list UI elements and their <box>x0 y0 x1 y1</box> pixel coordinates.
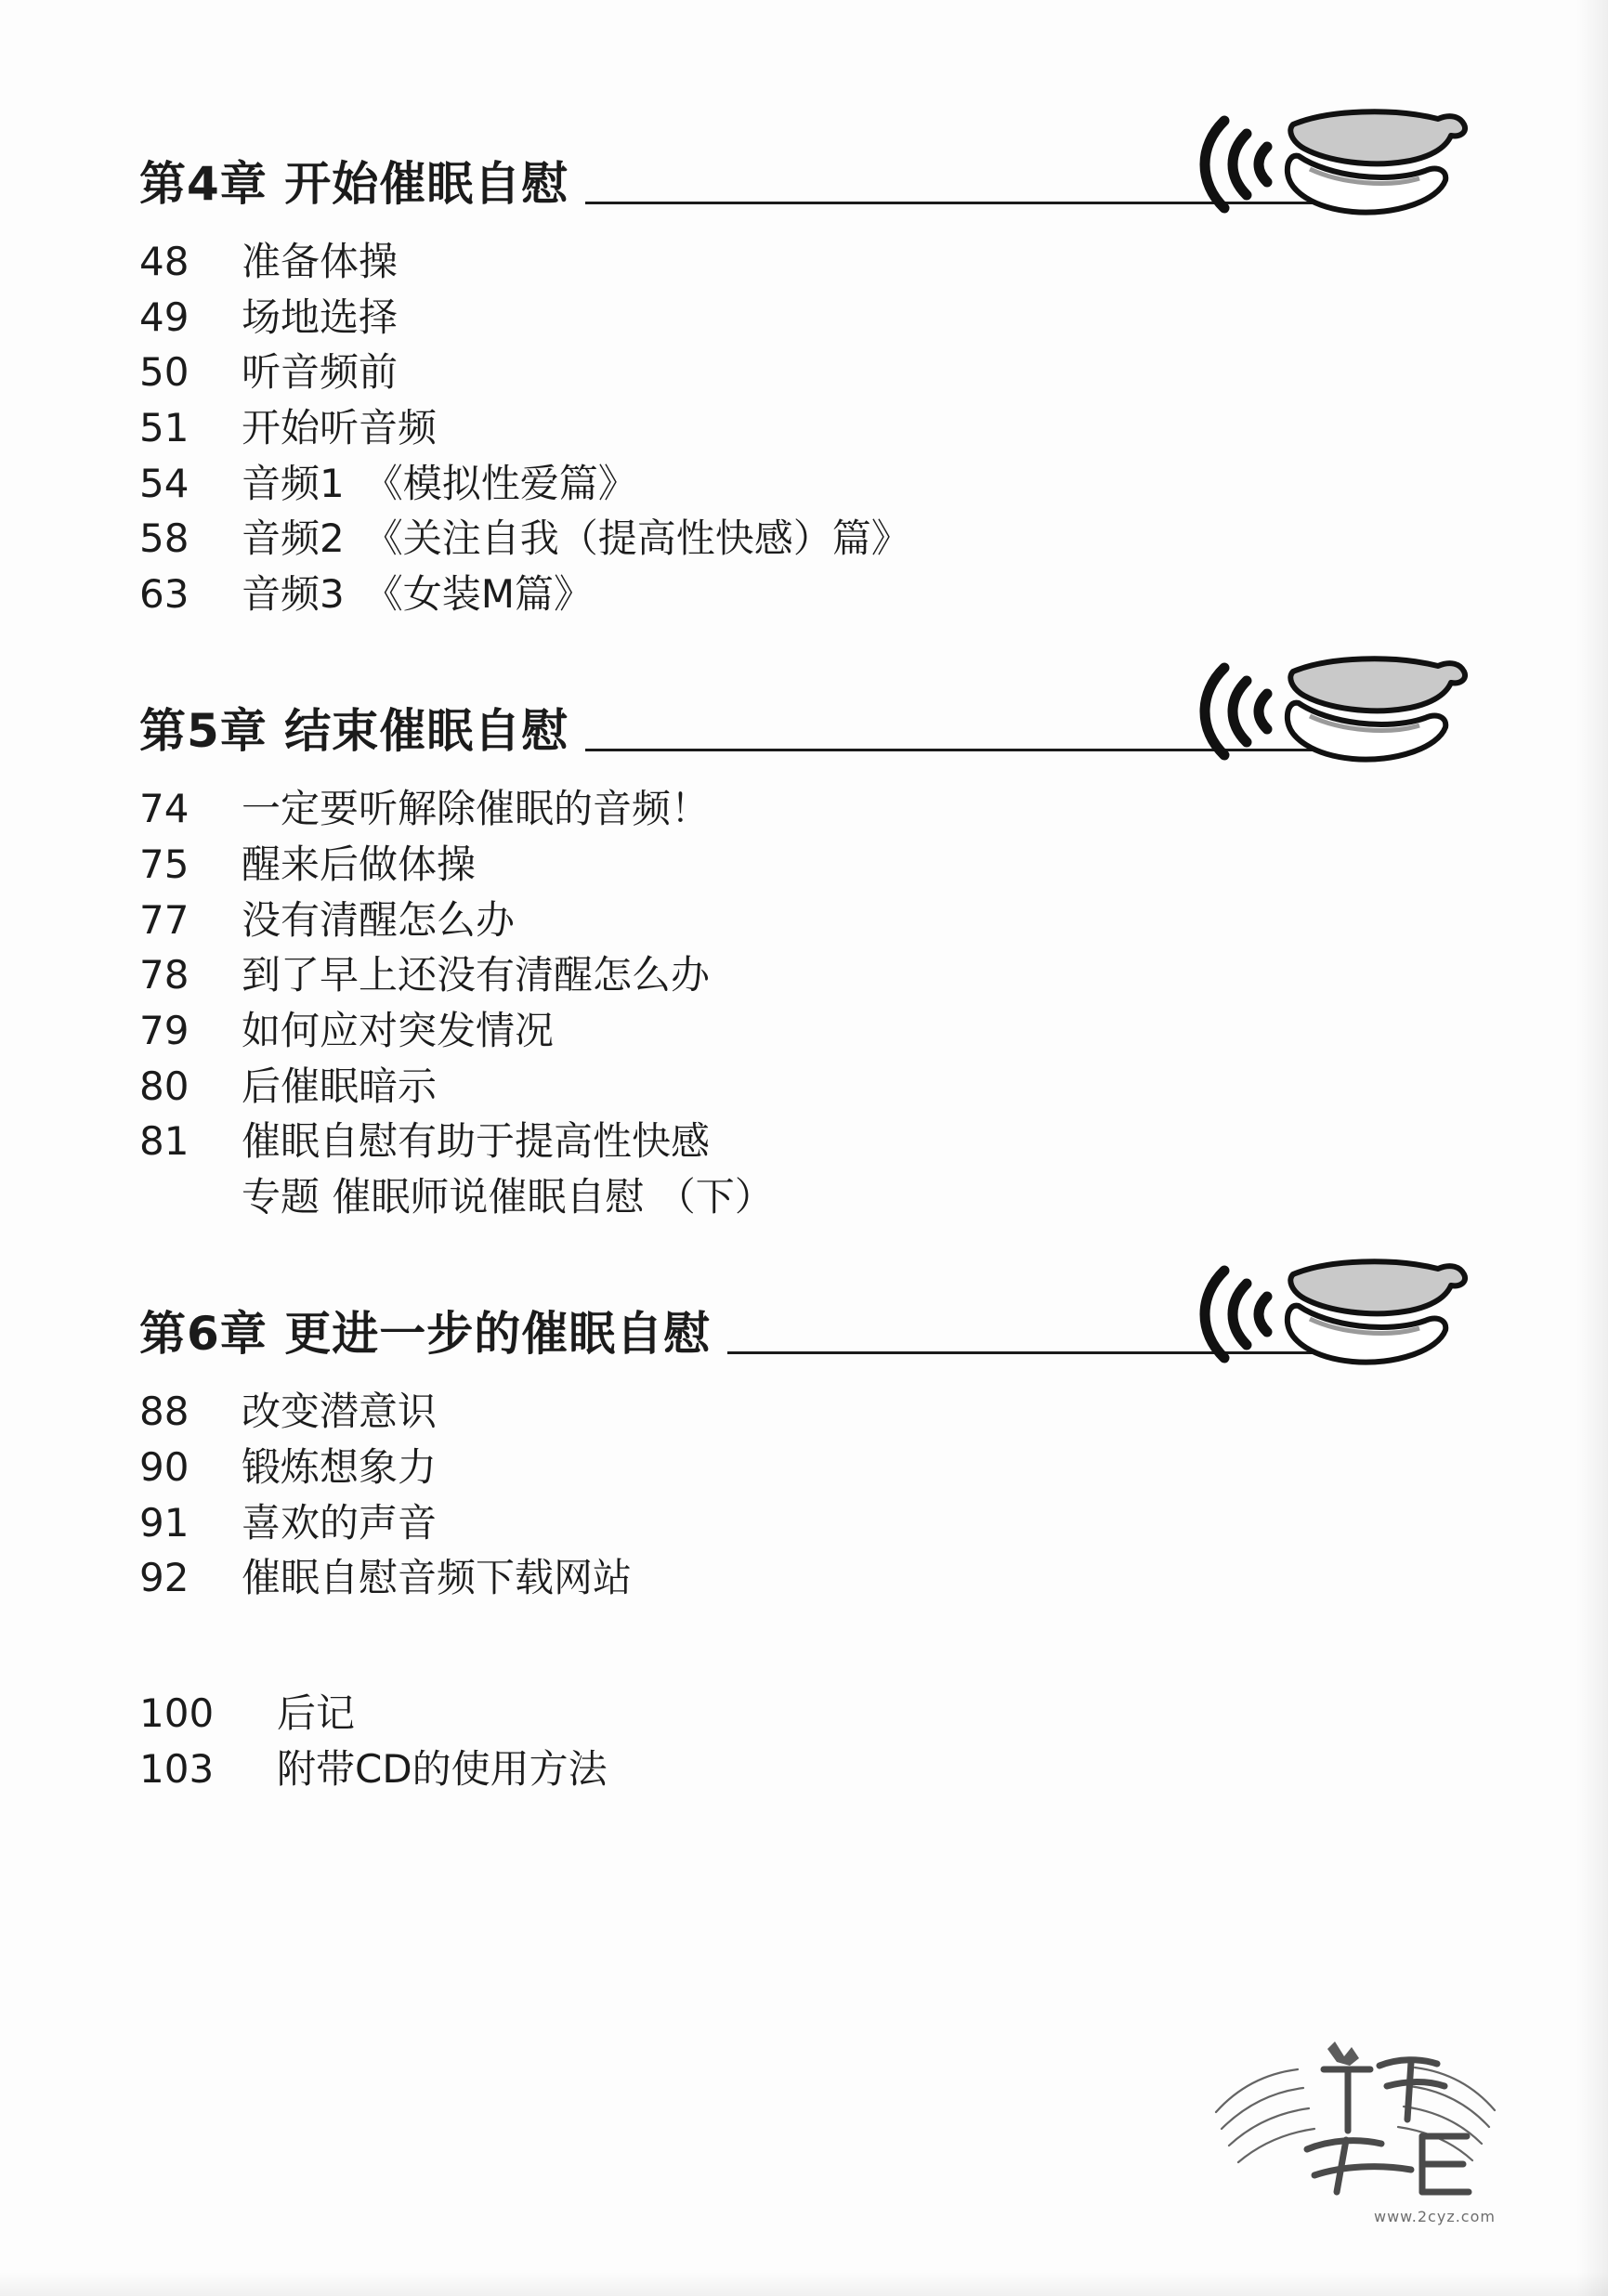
entry-page-number: 51 <box>139 404 190 450</box>
toc-entry[interactable] <box>139 781 1440 837</box>
chapter-entry-list <box>139 1384 1440 1606</box>
entry-label: 催眠自慰有助于提高性快感 <box>242 1118 711 1165</box>
toc-entry[interactable] <box>139 1742 1440 1797</box>
entry-page-number: 77 <box>139 896 190 943</box>
chapter-header <box>139 139 1440 228</box>
entry-page-number: 80 <box>139 1063 190 1109</box>
entry-label: 后记 <box>277 1689 356 1736</box>
entry-label: 改变潜意识 <box>242 1389 438 1435</box>
entry-label: 后催眠暗示 <box>242 1063 438 1109</box>
toc-entry[interactable] <box>139 837 1440 893</box>
entry-page-number: 88 <box>139 1389 190 1435</box>
entry-page-number: 92 <box>139 1555 190 1601</box>
chapter-block <box>139 1289 1440 1606</box>
entry-label: 附带CD的使用方法 <box>277 1745 608 1792</box>
entry-label: 开始听音频 <box>242 404 438 450</box>
chapter-title: 第6章 更进一步的催眠自慰 <box>139 1289 727 1378</box>
entry-page-number: 91 <box>139 1499 190 1546</box>
chapter-entry-list <box>139 234 1440 621</box>
chapter-entry-list <box>139 781 1440 1224</box>
entry-page-number: 49 <box>139 294 190 340</box>
entry-label: 没有清醒怎么办 <box>242 896 516 943</box>
chapter-block <box>139 686 1440 1224</box>
entry-page-number: 75 <box>139 841 190 887</box>
entry-page-number: 54 <box>139 460 190 506</box>
chapter-title: 第4章 开始催眠自慰 <box>139 139 585 228</box>
toc-entry[interactable] <box>139 511 1440 567</box>
mouth-sound-icon <box>1189 651 1496 772</box>
toc-entry[interactable] <box>139 456 1440 512</box>
entry-page-number: 74 <box>139 786 190 832</box>
toc-entry[interactable] <box>139 1384 1440 1440</box>
entry-label: 醒来后做体操 <box>242 841 477 887</box>
mouth-sound-icon <box>1189 104 1496 225</box>
entry-label: 催眠自慰音频下载网站 <box>242 1555 633 1601</box>
toc-content <box>139 139 1440 1796</box>
mouth-sound-icon <box>1189 1254 1496 1375</box>
toc-entry[interactable] <box>139 345 1440 400</box>
toc-entry[interactable] <box>139 234 1440 290</box>
entry-label: 听音频前 <box>242 349 399 396</box>
toc-entry[interactable] <box>139 1686 1440 1742</box>
toc-entry[interactable] <box>139 947 1440 1003</box>
entry-page-number: 90 <box>139 1444 190 1490</box>
entry-page-number: 58 <box>139 515 190 562</box>
entry-page-number: 100 <box>139 1689 215 1736</box>
entry-label: 场地选择 <box>242 294 399 340</box>
toc-entry[interactable] <box>139 1114 1440 1169</box>
entry-label: 准备体操 <box>242 239 399 284</box>
toc-entry[interactable] <box>139 400 1440 456</box>
entry-page-number: 48 <box>139 239 190 284</box>
toc-subentry[interactable]: 专题 催眠师说催眠自慰 （下） <box>242 1173 774 1220</box>
chapter-header <box>139 1289 1440 1378</box>
entry-page-number: 63 <box>139 570 190 617</box>
toc-entry[interactable] <box>139 567 1440 622</box>
toc-entry[interactable] <box>139 893 1440 948</box>
entry-label: 喜欢的声音 <box>242 1499 438 1546</box>
entry-label: 到了早上还没有清醒怎么办 <box>242 952 711 998</box>
watermark-url-text: www.2cyz.com <box>1374 2208 1496 2225</box>
toc-entry[interactable] <box>139 1003 1440 1059</box>
entry-label: 锻炼想象力 <box>242 1444 438 1490</box>
entry-page-number: 78 <box>139 952 190 998</box>
toc-entry[interactable] <box>139 1550 1440 1606</box>
toc-entry[interactable] <box>139 1495 1440 1551</box>
chapter-header <box>139 686 1440 776</box>
entry-label: 音频3 《女装M篇》 <box>242 570 593 617</box>
entry-page-number: 103 <box>139 1745 215 1792</box>
entry-page-number: 79 <box>139 1007 190 1053</box>
chapter-title: 第5章 结束催眠自慰 <box>139 686 585 776</box>
entry-page-number: 50 <box>139 349 190 396</box>
toc-tail-list <box>139 1686 1440 1796</box>
toc-entry[interactable] <box>139 290 1440 346</box>
entry-label: 音频2 《关注自我（提高性快感）篇》 <box>242 515 910 562</box>
chapter-block <box>139 139 1440 621</box>
entry-label: 音频1 《模拟性爱篇》 <box>242 460 637 506</box>
entry-label: 如何应对突发情况 <box>242 1007 555 1053</box>
watermark-logo <box>1188 2001 1523 2242</box>
toc-entry[interactable] <box>139 1440 1440 1495</box>
entry-page-number: 81 <box>139 1118 190 1165</box>
entry-label: 一定要听解除催眠的音频！ <box>242 786 711 832</box>
toc-entry[interactable] <box>139 1059 1440 1115</box>
